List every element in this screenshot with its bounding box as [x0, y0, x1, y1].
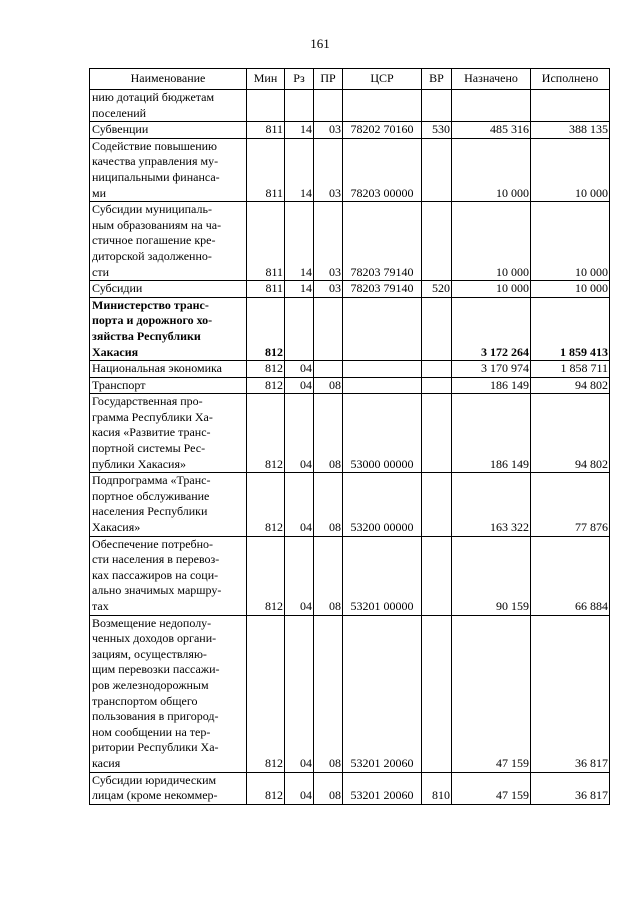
cell-pr: 03 — [314, 281, 343, 298]
cell-vr — [422, 536, 452, 615]
cell-vr: 530 — [422, 122, 452, 139]
cell-rz: 04 — [285, 615, 314, 772]
cell-planned: 163 322 — [452, 473, 531, 536]
cell-name: Министерство транс- порта и дорожного хо- зяйства Республики Хакасия — [90, 297, 247, 360]
cell-csr: 53201 20060 — [343, 772, 422, 804]
cell-rz: 04 — [285, 361, 314, 378]
cell-vr — [422, 377, 452, 394]
table-row — [90, 281, 610, 298]
cell-pr: 03 — [314, 138, 343, 201]
cell-min: 811 — [247, 122, 285, 139]
cell-planned: 485 316 — [452, 122, 531, 139]
cell-executed: 10 000 — [531, 281, 610, 298]
table-row — [90, 394, 610, 473]
cell-vr — [422, 138, 452, 201]
cell-executed: 10 000 — [531, 138, 610, 201]
cell-planned: 47 159 — [452, 772, 531, 804]
cell-name: Содействие повышению качества управления му- ниципальными финанса- ми — [90, 138, 247, 201]
cell-pr: 03 — [314, 122, 343, 139]
cell-pr: 03 — [314, 202, 343, 281]
cell-pr: 08 — [314, 473, 343, 536]
header-executed: Исполнено — [531, 69, 610, 90]
cell-csr: 78203 79140 — [343, 281, 422, 298]
cell-planned: 3 172 264 — [452, 297, 531, 360]
cell-csr — [343, 377, 422, 394]
page-number: 161 — [310, 36, 330, 51]
cell-csr: 78203 79140 — [343, 202, 422, 281]
cell-vr — [422, 361, 452, 378]
cell-csr: 53000 00000 — [343, 394, 422, 473]
cell-min: 812 — [247, 473, 285, 536]
cell-pr — [314, 297, 343, 360]
cell-min: 811 — [247, 138, 285, 201]
cell-csr: 53200 00000 — [343, 473, 422, 536]
cell-planned: 90 159 — [452, 536, 531, 615]
cell-planned — [452, 90, 531, 122]
cell-rz — [285, 90, 314, 122]
header-pr: ПР — [314, 69, 343, 90]
table-row — [90, 377, 610, 394]
cell-rz: 14 — [285, 122, 314, 139]
cell-executed: 36 817 — [531, 615, 610, 772]
cell-name: Субвенции — [90, 122, 247, 139]
cell-name: Государственная про- грамма Республики Ха- касия «Развитие транс- портной системы Рес- публики Хакасия» — [90, 394, 247, 473]
cell-min: 812 — [247, 377, 285, 394]
cell-vr — [422, 297, 452, 360]
cell-vr: 810 — [422, 772, 452, 804]
cell-rz: 04 — [285, 536, 314, 615]
cell-pr: 08 — [314, 377, 343, 394]
cell-min — [247, 90, 285, 122]
cell-executed: 66 884 — [531, 536, 610, 615]
cell-executed: 94 802 — [531, 377, 610, 394]
header-name: Наименование — [90, 69, 247, 90]
cell-min: 811 — [247, 281, 285, 298]
cell-vr — [422, 473, 452, 536]
cell-executed: 10 000 — [531, 202, 610, 281]
table-header-row — [90, 69, 610, 90]
header-planned: Назначено — [452, 69, 531, 90]
table-row — [90, 138, 610, 201]
cell-name: Субсидии юридическим лицам (кроме некоммер- — [90, 772, 247, 804]
cell-planned: 47 159 — [452, 615, 531, 772]
cell-csr — [343, 297, 422, 360]
cell-name: Субсидии муниципаль- ным образованиям на ча- стичное погашение кре- диторской задолженно- сти — [90, 202, 247, 281]
cell-planned: 186 149 — [452, 394, 531, 473]
header-vr: ВР — [422, 69, 452, 90]
header-rz: Рз — [285, 69, 314, 90]
cell-executed: 1 858 711 — [531, 361, 610, 378]
cell-pr — [314, 361, 343, 378]
cell-planned: 10 000 — [452, 202, 531, 281]
budget-table — [89, 68, 610, 805]
table-row — [90, 122, 610, 139]
table-row — [90, 90, 610, 122]
cell-rz: 14 — [285, 138, 314, 201]
cell-planned: 186 149 — [452, 377, 531, 394]
cell-csr: 53201 20060 — [343, 615, 422, 772]
cell-name: Подпрограмма «Транс- портное обслуживание населения Республики Хакасия» — [90, 473, 247, 536]
cell-rz: 04 — [285, 772, 314, 804]
table-row — [90, 297, 610, 360]
cell-min: 812 — [247, 772, 285, 804]
cell-pr: 08 — [314, 772, 343, 804]
table-body — [90, 90, 610, 805]
cell-vr — [422, 394, 452, 473]
cell-planned: 10 000 — [452, 138, 531, 201]
cell-rz: 14 — [285, 281, 314, 298]
cell-pr — [314, 90, 343, 122]
cell-pr: 08 — [314, 394, 343, 473]
cell-executed: 94 802 — [531, 394, 610, 473]
cell-rz: 14 — [285, 202, 314, 281]
cell-planned: 3 170 974 — [452, 361, 531, 378]
cell-executed — [531, 90, 610, 122]
cell-min: 812 — [247, 536, 285, 615]
cell-rz — [285, 297, 314, 360]
cell-rz: 04 — [285, 394, 314, 473]
header-csr: ЦСР — [343, 69, 422, 90]
cell-name: Транспорт — [90, 377, 247, 394]
table-row — [90, 361, 610, 378]
cell-executed: 77 876 — [531, 473, 610, 536]
table-row — [90, 772, 610, 804]
cell-name: Возмещение недополу- ченных доходов органи- зациям, осуществляю- щим перевозки пассажи- ров железнодорожным транспортом общего пользования в пригород- ном сообщении на тер- ритории Республики Ха- касия — [90, 615, 247, 772]
cell-executed: 388 135 — [531, 122, 610, 139]
cell-name: Национальная экономика — [90, 361, 247, 378]
cell-min: 811 — [247, 202, 285, 281]
cell-name: Обеспечение потребно- сти населения в перевоз- ках пассажиров на соци- ально значимых маршру- тах — [90, 536, 247, 615]
table-row — [90, 615, 610, 772]
cell-executed: 1 859 413 — [531, 297, 610, 360]
cell-csr: 78203 00000 — [343, 138, 422, 201]
table-row — [90, 473, 610, 536]
cell-min: 812 — [247, 361, 285, 378]
header-min: Мин — [247, 69, 285, 90]
cell-min: 812 — [247, 394, 285, 473]
cell-csr — [343, 361, 422, 378]
cell-name: Субсидии — [90, 281, 247, 298]
cell-rz: 04 — [285, 377, 314, 394]
cell-vr: 520 — [422, 281, 452, 298]
cell-vr — [422, 202, 452, 281]
cell-min: 812 — [247, 297, 285, 360]
cell-csr: 78202 70160 — [343, 122, 422, 139]
cell-pr: 08 — [314, 615, 343, 772]
cell-vr — [422, 615, 452, 772]
cell-rz: 04 — [285, 473, 314, 536]
cell-csr — [343, 90, 422, 122]
cell-planned: 10 000 — [452, 281, 531, 298]
cell-vr — [422, 90, 452, 122]
cell-name: нию дотаций бюджетам поселений — [90, 90, 247, 122]
cell-pr: 08 — [314, 536, 343, 615]
table-row — [90, 202, 610, 281]
cell-min: 812 — [247, 615, 285, 772]
table-row — [90, 536, 610, 615]
cell-csr: 53201 00000 — [343, 536, 422, 615]
cell-executed: 36 817 — [531, 772, 610, 804]
